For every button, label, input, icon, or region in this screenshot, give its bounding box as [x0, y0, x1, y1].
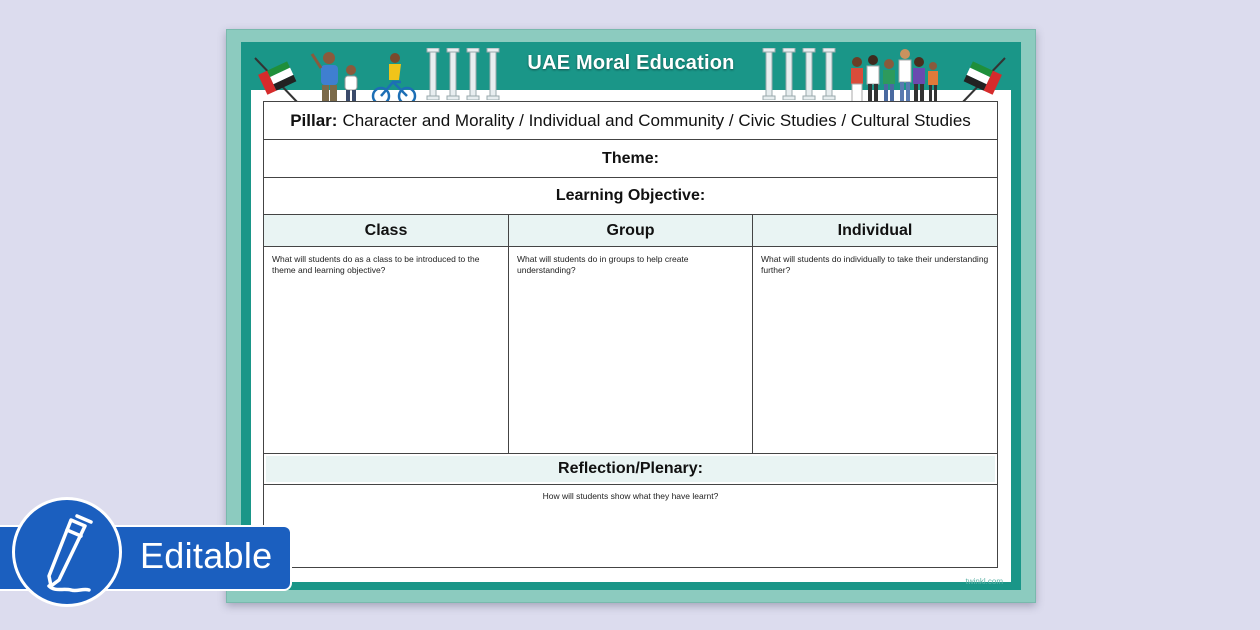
pen-icon [12, 497, 122, 607]
children-group-illustration-icon [847, 46, 947, 106]
group-prompt: What will students do in groups to help create understanding? [517, 254, 689, 275]
reflection-cell[interactable] [264, 485, 997, 567]
group-activity-cell[interactable] [509, 247, 752, 454]
group-column-heading: Group [509, 215, 752, 247]
pillars-right-icon [761, 48, 839, 100]
reflection-prompt: How will students show what they have learnt? [542, 491, 719, 501]
reflection-heading: Reflection/Plenary: [266, 456, 995, 482]
learning-objective-label: Learning Objective: [555, 187, 706, 204]
column-divider [508, 215, 509, 454]
pillar-value[interactable]: Character and Morality / Individual and Community / Civic Studies / Cultural Studies [342, 110, 971, 130]
reflection-heading-row [264, 453, 997, 485]
worksheet-title: UAE Moral Education [527, 52, 735, 74]
theme-row[interactable] [264, 140, 997, 178]
family-illustration-icon [309, 48, 369, 106]
theme-label: Theme: [602, 149, 659, 167]
lesson-plan-table [263, 101, 998, 568]
cyclist-illustration-icon [371, 50, 417, 106]
individual-prompt: What will students do individually to take their understanding further? [761, 254, 989, 275]
editable-label: Editable [140, 535, 273, 576]
pillar-label: Pillar: [290, 110, 338, 130]
learning-objective-row[interactable] [264, 178, 997, 215]
worksheet-preview [226, 29, 1036, 603]
uae-flag-left-icon [251, 56, 303, 106]
class-activity-cell[interactable] [264, 247, 508, 454]
individual-activity-cell[interactable] [753, 247, 997, 454]
class-prompt: What will students do as a class to be introduced to the theme and learning objective? [272, 254, 480, 275]
individual-column-heading: Individual [753, 215, 997, 247]
pillar-row [264, 102, 997, 140]
uae-flag-right-icon [957, 56, 1009, 106]
watermark-text: twinkl.com [965, 577, 1003, 586]
class-column-heading: Class [264, 215, 508, 247]
column-divider [752, 215, 753, 454]
